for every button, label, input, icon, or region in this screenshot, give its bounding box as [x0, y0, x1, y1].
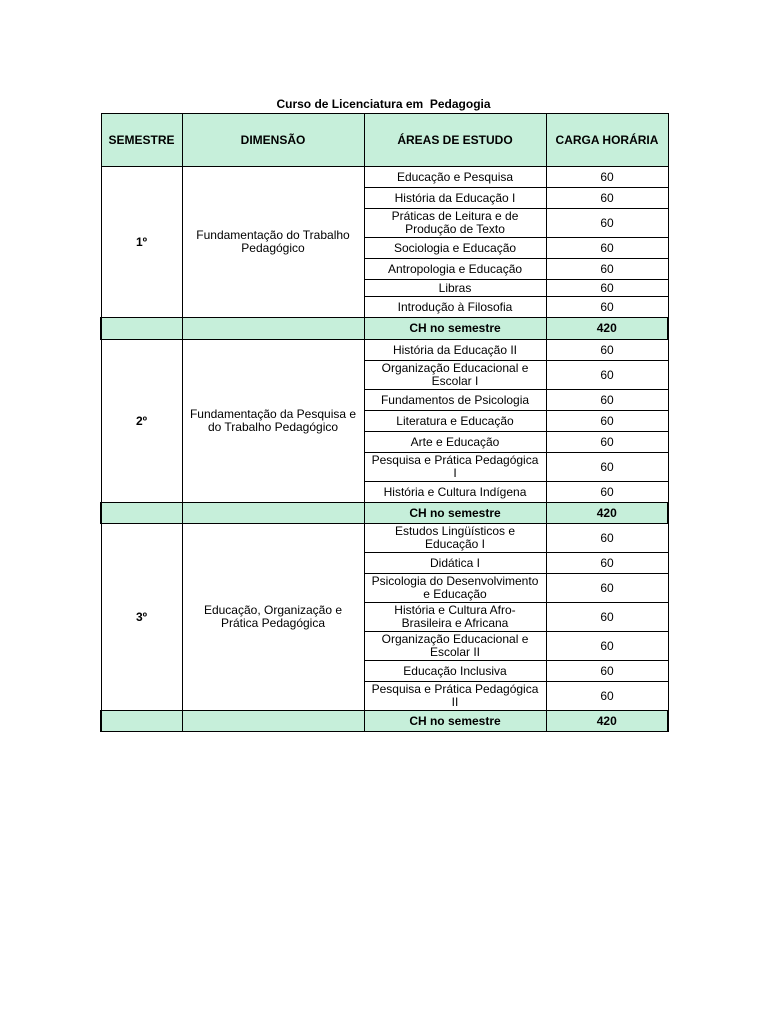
area-name: Educação e Pesquisa [364, 167, 546, 188]
curriculum-table [100, 113, 669, 732]
area-name: Educação Inclusiva [364, 661, 546, 682]
total-empty-cell [182, 711, 364, 732]
area-hours: 60 [546, 390, 668, 411]
semester-label: 2º [101, 340, 182, 503]
header-row [101, 114, 668, 167]
area-name: História da Educação I [364, 188, 546, 209]
dimension-cell: Fundamentação da Pesquisa e do Trabalho Pedagógico [182, 340, 364, 503]
dimension-cell: Educação, Organização e Prática Pedagógica [182, 524, 364, 711]
area-name: Pesquisa e Prática Pedagógica I [364, 453, 546, 482]
area-hours: 60 [546, 661, 668, 682]
table-body [101, 167, 668, 732]
area-hours: 60 [546, 524, 668, 553]
area-name: História e Cultura Indígena [364, 482, 546, 503]
area-hours: 60 [546, 167, 668, 188]
semester-label: 3º [101, 524, 182, 711]
semester-total-row [101, 318, 668, 340]
area-name: Estudos Lingüísticos e Educação I [364, 524, 546, 553]
area-name: Sociologia e Educação [364, 238, 546, 259]
total-empty-cell [101, 711, 182, 732]
area-name: Organização Educacional e Escolar I [364, 361, 546, 390]
area-hours: 60 [546, 340, 668, 361]
area-name: Didática I [364, 553, 546, 574]
area-name: Psicologia do Desenvolvimento e Educação [364, 574, 546, 603]
area-hours: 60 [546, 297, 668, 318]
total-empty-cell [182, 503, 364, 524]
header-dimensao: DIMENSÃO [182, 114, 364, 167]
area-name: Fundamentos de Psicologia [364, 390, 546, 411]
area-hours: 60 [546, 432, 668, 453]
semester-label: 1º [101, 167, 182, 318]
area-hours: 60 [546, 259, 668, 280]
area-name: Pesquisa e Prática Pedagógica II [364, 682, 546, 711]
area-hours: 60 [546, 482, 668, 503]
area-name: História e Cultura Afro-Brasileira e Africana [364, 603, 546, 632]
area-name: História da Educação II [364, 340, 546, 361]
total-label: CH no semestre [364, 503, 546, 524]
total-empty-cell [101, 318, 182, 340]
area-hours: 60 [546, 603, 668, 632]
total-empty-cell [101, 503, 182, 524]
area-name: Literatura e Educação [364, 411, 546, 432]
area-hours: 60 [546, 682, 668, 711]
area-hours: 60 [546, 209, 668, 238]
header-semestre: SEMESTRE [101, 114, 182, 167]
table-row [101, 340, 668, 361]
total-value: 420 [546, 503, 668, 524]
area-hours: 60 [546, 188, 668, 209]
total-empty-cell [182, 318, 364, 340]
semester-total-row [101, 711, 668, 732]
area-name: Antropologia e Educação [364, 259, 546, 280]
total-value: 420 [546, 318, 668, 340]
table-row [101, 167, 668, 188]
total-value: 420 [546, 711, 668, 732]
area-hours: 60 [546, 574, 668, 603]
area-hours: 60 [546, 361, 668, 390]
area-name: Introdução à Filosofia [364, 297, 546, 318]
area-hours: 60 [546, 632, 668, 661]
area-hours: 60 [546, 453, 668, 482]
area-hours: 60 [546, 553, 668, 574]
area-name: Organização Educacional e Escolar II [364, 632, 546, 661]
dimension-cell: Fundamentação do Trabalho Pedagógico [182, 167, 364, 318]
area-name: Libras [364, 280, 546, 297]
header-areas: ÁREAS DE ESTUDO [364, 114, 546, 167]
area-hours: 60 [546, 411, 668, 432]
area-hours: 60 [546, 238, 668, 259]
table-row [101, 524, 668, 553]
area-name: Práticas de Leitura e de Produção de Texto [364, 209, 546, 238]
total-label: CH no semestre [364, 711, 546, 732]
semester-total-row [101, 503, 668, 524]
header-carga: CARGA HORÁRIA [546, 114, 668, 167]
area-name: Arte e Educação [364, 432, 546, 453]
total-label: CH no semestre [364, 318, 546, 340]
document-title: Curso de Licenciatura em Pedagogia [276, 97, 491, 111]
area-hours: 60 [546, 280, 668, 297]
